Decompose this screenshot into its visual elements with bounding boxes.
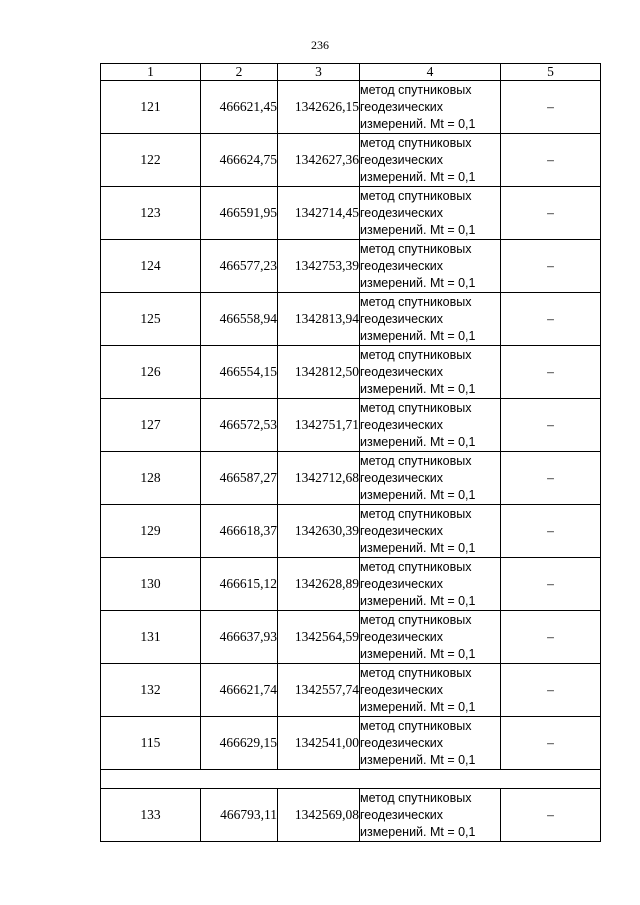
method-line: метод спутниковых <box>360 665 472 680</box>
coordinates-table <box>100 63 601 842</box>
separator-row <box>101 770 601 789</box>
method-cell <box>360 399 501 452</box>
x-coordinate-cell: 466591,95 <box>201 187 278 240</box>
column-5-cell: – <box>501 346 601 399</box>
y-coordinate-cell: 1342627,36 <box>278 134 360 187</box>
method-line: метод спутниковых <box>360 82 472 97</box>
method-line: метод спутниковых <box>360 790 472 805</box>
method-line: метод спутниковых <box>360 347 472 362</box>
method-line: измерений. Mt = 0,1 <box>360 699 476 714</box>
method-line: метод спутниковых <box>360 188 472 203</box>
point-number-cell: 131 <box>101 611 201 664</box>
point-number-cell: 126 <box>101 346 201 399</box>
method-line: метод спутниковых <box>360 135 472 150</box>
method-line: метод спутниковых <box>360 718 472 733</box>
column-5-cell: – <box>501 664 601 717</box>
point-number-cell: 125 <box>101 293 201 346</box>
column-5-cell: – <box>501 293 601 346</box>
y-coordinate-cell: 1342628,89 <box>278 558 360 611</box>
column-5-cell: – <box>501 452 601 505</box>
column-5-cell: – <box>501 134 601 187</box>
method-line: геодезических <box>360 682 444 697</box>
y-coordinate-cell: 1342712,68 <box>278 452 360 505</box>
method-cell <box>360 505 501 558</box>
column-5-cell: – <box>501 240 601 293</box>
method-line: метод спутниковых <box>360 559 472 574</box>
x-coordinate-cell: 466587,27 <box>201 452 278 505</box>
method-cell <box>360 558 501 611</box>
table-row <box>101 505 601 558</box>
method-line: метод спутниковых <box>360 506 472 521</box>
page-number: 236 <box>311 38 329 52</box>
header-col-2: 2 <box>201 64 278 81</box>
method-cell <box>360 717 501 770</box>
method-cell <box>360 134 501 187</box>
point-number-cell: 130 <box>101 558 201 611</box>
y-coordinate-cell: 1342813,94 <box>278 293 360 346</box>
header-row <box>101 64 601 81</box>
column-5-cell: – <box>501 505 601 558</box>
method-line: измерений. Mt = 0,1 <box>360 328 476 343</box>
x-coordinate-cell: 466554,15 <box>201 346 278 399</box>
header-col-5: 5 <box>501 64 601 81</box>
method-line: геодезических <box>360 417 444 432</box>
method-line: измерений. Mt = 0,1 <box>360 646 476 661</box>
point-number-cell: 129 <box>101 505 201 558</box>
header-col-3: 3 <box>278 64 360 81</box>
method-line: измерений. Mt = 0,1 <box>360 222 476 237</box>
method-line: измерений. Mt = 0,1 <box>360 752 476 767</box>
x-coordinate-cell: 466618,37 <box>201 505 278 558</box>
method-cell <box>360 187 501 240</box>
x-coordinate-cell: 466615,12 <box>201 558 278 611</box>
point-number-cell: 124 <box>101 240 201 293</box>
table-row <box>101 81 601 134</box>
column-5-cell: – <box>501 717 601 770</box>
y-coordinate-cell: 1342569,08 <box>278 789 360 842</box>
x-coordinate-cell: 466577,23 <box>201 240 278 293</box>
method-line: метод спутниковых <box>360 294 472 309</box>
table-row <box>101 611 601 664</box>
method-cell <box>360 611 501 664</box>
y-coordinate-cell: 1342751,71 <box>278 399 360 452</box>
x-coordinate-cell: 466624,75 <box>201 134 278 187</box>
method-line: измерений. Mt = 0,1 <box>360 116 476 131</box>
point-number-cell: 128 <box>101 452 201 505</box>
column-5-cell: – <box>501 187 601 240</box>
method-line: геодезических <box>360 205 444 220</box>
method-line: метод спутниковых <box>360 453 472 468</box>
y-coordinate-cell: 1342812,50 <box>278 346 360 399</box>
table-row <box>101 399 601 452</box>
y-coordinate-cell: 1342557,74 <box>278 664 360 717</box>
point-number-cell: 133 <box>101 789 201 842</box>
method-line: измерений. Mt = 0,1 <box>360 824 476 839</box>
x-coordinate-cell: 466621,45 <box>201 81 278 134</box>
table-row <box>101 187 601 240</box>
method-cell <box>360 346 501 399</box>
method-line: измерений. Mt = 0,1 <box>360 275 476 290</box>
method-line: геодезических <box>360 258 444 273</box>
y-coordinate-cell: 1342753,39 <box>278 240 360 293</box>
method-line: измерений. Mt = 0,1 <box>360 381 476 396</box>
method-line: геодезических <box>360 364 444 379</box>
x-coordinate-cell: 466621,74 <box>201 664 278 717</box>
method-line: геодезических <box>360 470 444 485</box>
method-line: метод спутниковых <box>360 612 472 627</box>
table-row <box>101 789 601 842</box>
method-line: измерений. Mt = 0,1 <box>360 540 476 555</box>
y-coordinate-cell: 1342714,45 <box>278 187 360 240</box>
method-cell <box>360 452 501 505</box>
method-line: измерений. Mt = 0,1 <box>360 593 476 608</box>
table-row <box>101 452 601 505</box>
method-line: геодезических <box>360 99 444 114</box>
method-cell <box>360 240 501 293</box>
method-line: геодезических <box>360 629 444 644</box>
method-line: метод спутниковых <box>360 241 472 256</box>
point-number-cell: 115 <box>101 717 201 770</box>
point-number-cell: 123 <box>101 187 201 240</box>
y-coordinate-cell: 1342541,00 <box>278 717 360 770</box>
table-row <box>101 717 601 770</box>
table-row <box>101 134 601 187</box>
separator-cell <box>101 770 601 789</box>
method-cell <box>360 789 501 842</box>
point-number-cell: 122 <box>101 134 201 187</box>
column-5-cell: – <box>501 611 601 664</box>
table-row <box>101 240 601 293</box>
method-line: измерений. Mt = 0,1 <box>360 487 476 502</box>
header-col-4: 4 <box>360 64 501 81</box>
method-cell <box>360 664 501 717</box>
method-line: геодезических <box>360 735 444 750</box>
method-line: метод спутниковых <box>360 400 472 415</box>
header-col-1: 1 <box>101 64 201 81</box>
x-coordinate-cell: 466637,93 <box>201 611 278 664</box>
y-coordinate-cell: 1342564,59 <box>278 611 360 664</box>
method-line: геодезических <box>360 807 444 822</box>
x-coordinate-cell: 466572,53 <box>201 399 278 452</box>
method-line: геодезических <box>360 523 444 538</box>
x-coordinate-cell: 466558,94 <box>201 293 278 346</box>
table-row <box>101 293 601 346</box>
x-coordinate-cell: 466629,15 <box>201 717 278 770</box>
y-coordinate-cell: 1342630,39 <box>278 505 360 558</box>
method-line: измерений. Mt = 0,1 <box>360 169 476 184</box>
point-number-cell: 121 <box>101 81 201 134</box>
method-cell <box>360 293 501 346</box>
y-coordinate-cell: 1342626,15 <box>278 81 360 134</box>
table-row <box>101 664 601 717</box>
column-5-cell: – <box>501 558 601 611</box>
method-line: измерений. Mt = 0,1 <box>360 434 476 449</box>
method-line: геодезических <box>360 152 444 167</box>
method-line: геодезических <box>360 311 444 326</box>
column-5-cell: – <box>501 399 601 452</box>
method-cell <box>360 81 501 134</box>
x-coordinate-cell: 466793,11 <box>201 789 278 842</box>
point-number-cell: 132 <box>101 664 201 717</box>
column-5-cell: – <box>501 789 601 842</box>
column-5-cell: – <box>501 81 601 134</box>
table-row <box>101 346 601 399</box>
table-row <box>101 558 601 611</box>
point-number-cell: 127 <box>101 399 201 452</box>
method-line: геодезических <box>360 576 444 591</box>
